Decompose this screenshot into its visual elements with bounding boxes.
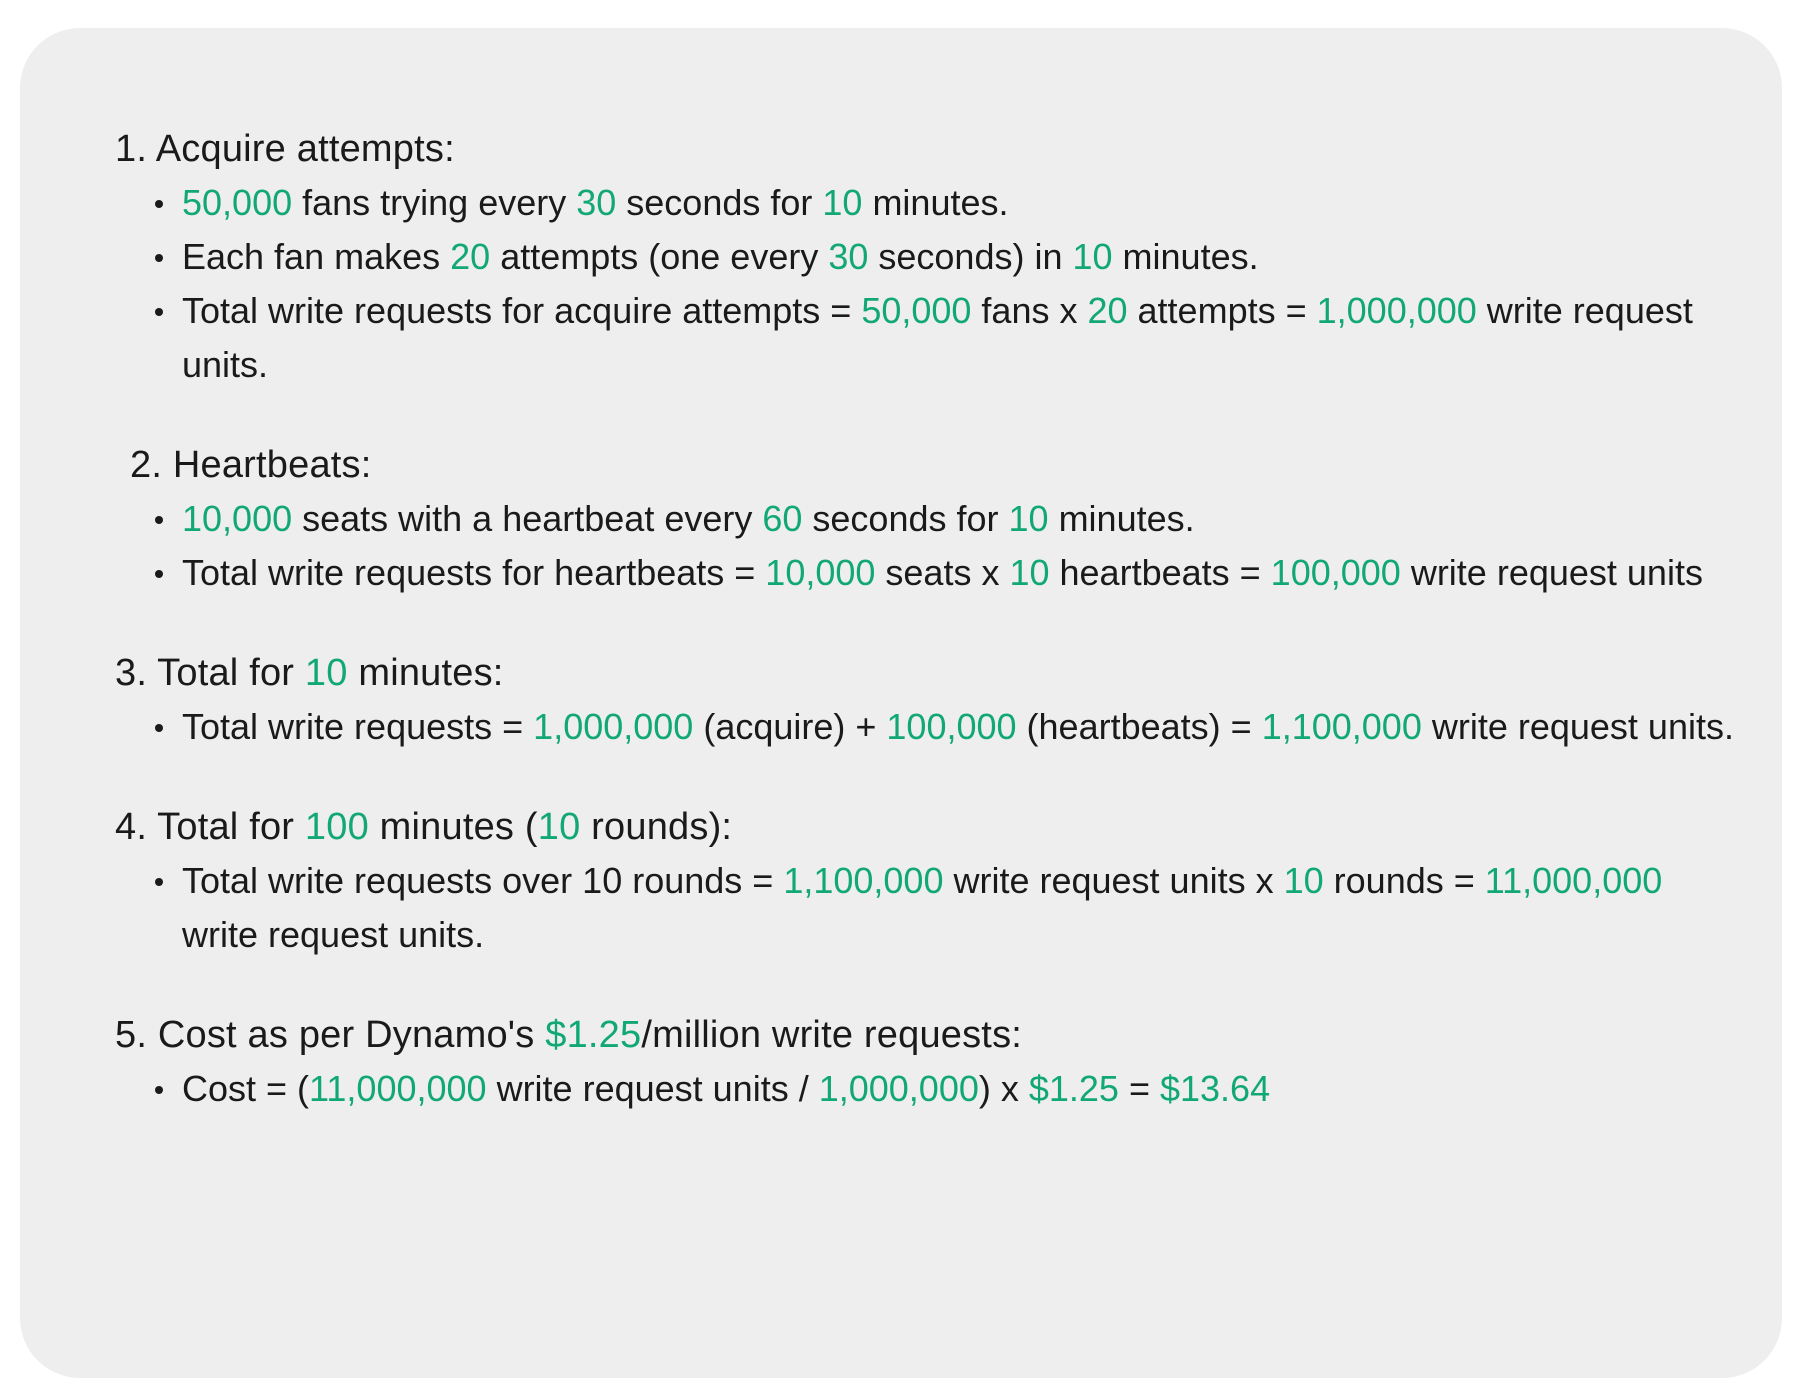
item-text: minutes. <box>1112 236 1259 277</box>
bullet-item <box>115 1062 1735 1116</box>
highlighted-value: 1,000,000 <box>818 1068 979 1109</box>
section-heading <box>115 438 1735 492</box>
item-text: fans trying every <box>292 182 577 223</box>
item-text: seats x <box>875 552 1010 593</box>
section-heading <box>115 122 1735 176</box>
item-text: Each fan makes <box>182 236 451 277</box>
bullet-item <box>115 700 1735 754</box>
bullet-item <box>115 492 1735 546</box>
highlighted-value: 10 <box>304 652 348 694</box>
highlighted-value: 30 <box>576 182 617 223</box>
section-5 <box>115 1008 1735 1116</box>
item-text: ) x <box>978 1068 1029 1109</box>
heading-text: 4. Total for <box>115 806 305 848</box>
bullet-list <box>115 492 1735 600</box>
item-text: rounds = <box>1323 860 1485 901</box>
item-text: minutes. <box>1048 498 1195 539</box>
section-heading <box>115 646 1735 700</box>
highlighted-value: 10,000 <box>182 498 293 539</box>
highlighted-value: 10 <box>822 182 863 223</box>
highlighted-value: 1,100,000 <box>1261 706 1422 747</box>
highlighted-value: 20 <box>1087 290 1128 331</box>
item-text: Cost = ( <box>182 1068 310 1109</box>
item-text: attempts (one every <box>490 236 829 277</box>
item-text: Total write requests for heartbeats = <box>182 552 766 593</box>
bullet-item <box>115 230 1735 284</box>
bullet-list <box>115 1062 1735 1116</box>
highlighted-value: 100,000 <box>1270 552 1401 593</box>
heading-text: 3. Total for <box>115 652 305 694</box>
highlighted-value: 60 <box>762 498 803 539</box>
item-text: write request units x <box>943 860 1284 901</box>
bullet-list <box>115 700 1735 754</box>
highlighted-value: $1.25 <box>545 1014 642 1056</box>
highlighted-value: 1,100,000 <box>783 860 944 901</box>
item-text: seconds for <box>616 182 823 223</box>
calculation-card <box>20 28 1782 1378</box>
highlighted-value: 1,000,000 <box>533 706 694 747</box>
highlighted-value: $13.64 <box>1159 1068 1271 1109</box>
item-text: write request units <box>1400 552 1703 593</box>
item-text: Total write requests for acquire attempts = <box>182 290 862 331</box>
item-text: Total write requests over 10 rounds = <box>182 860 784 901</box>
item-text: write request units. <box>1421 706 1734 747</box>
highlighted-value: 1,000,000 <box>1316 290 1477 331</box>
highlighted-value: 50,000 <box>861 290 972 331</box>
highlighted-value: 11,000,000 <box>309 1068 487 1109</box>
heading-text: rounds): <box>580 806 733 848</box>
heading-text: 1. Acquire attempts: <box>115 128 455 170</box>
bullet-item <box>115 284 1735 392</box>
highlighted-value: 20 <box>450 236 491 277</box>
highlighted-value: 10 <box>1008 498 1049 539</box>
highlighted-value: 100 <box>304 806 369 848</box>
heading-text: minutes ( <box>368 806 538 848</box>
section-2 <box>115 438 1735 600</box>
heading-text: /million write requests: <box>641 1014 1023 1056</box>
highlighted-value: 10 <box>1072 236 1113 277</box>
item-text: write request units / <box>486 1068 819 1109</box>
highlighted-value: 50,000 <box>182 182 293 223</box>
item-text: write request units. <box>182 914 485 955</box>
highlighted-value: 10 <box>1009 552 1050 593</box>
item-text: heartbeats = <box>1049 552 1271 593</box>
section-3 <box>115 646 1735 754</box>
heading-text: 5. Cost as per Dynamo's <box>115 1014 546 1056</box>
bullet-item <box>115 546 1735 600</box>
item-text: write request units. <box>182 290 1693 385</box>
section-4 <box>115 800 1735 962</box>
item-text: = <box>1118 1068 1160 1109</box>
item-text: seconds for <box>802 498 1009 539</box>
highlighted-value: 10 <box>1283 860 1324 901</box>
section-heading <box>115 800 1735 854</box>
bullet-item <box>115 176 1735 230</box>
section-1 <box>115 122 1735 392</box>
highlighted-value: $1.25 <box>1028 1068 1119 1109</box>
item-text: seats with a heartbeat every <box>292 498 763 539</box>
bullet-list <box>115 176 1735 392</box>
calculation-content <box>115 122 1735 1162</box>
item-text: fans x <box>971 290 1088 331</box>
item-text: attempts = <box>1127 290 1317 331</box>
bullet-list <box>115 854 1735 962</box>
highlighted-value: 30 <box>828 236 869 277</box>
highlighted-value: 10 <box>537 806 581 848</box>
item-text: Total write requests = <box>182 706 534 747</box>
section-heading <box>115 1008 1735 1062</box>
item-text: (acquire) + <box>693 706 887 747</box>
item-text: minutes. <box>862 182 1009 223</box>
item-text: (heartbeats) = <box>1016 706 1262 747</box>
item-text: seconds) in <box>868 236 1073 277</box>
highlighted-value: 10,000 <box>765 552 876 593</box>
heading-text: 2. Heartbeats: <box>130 444 372 486</box>
bullet-item <box>115 854 1735 962</box>
heading-text: minutes: <box>347 652 504 694</box>
highlighted-value: 11,000,000 <box>1484 860 1663 901</box>
highlighted-value: 100,000 <box>886 706 1017 747</box>
